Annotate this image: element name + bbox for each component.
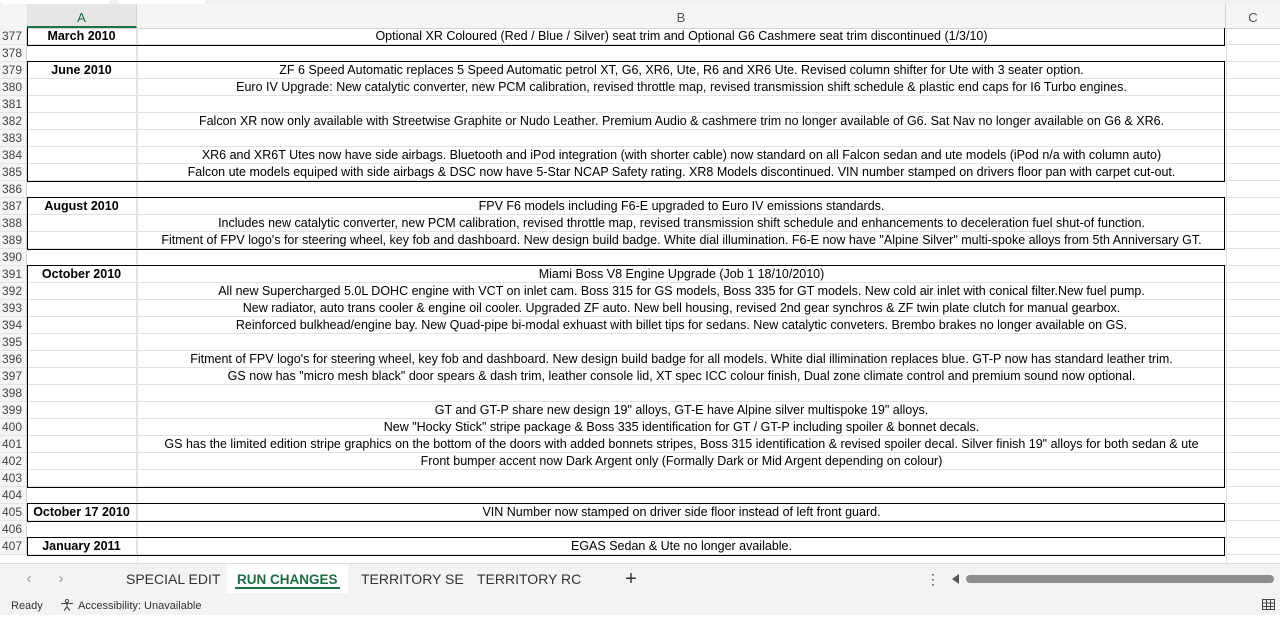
table-row	[0, 470, 1280, 487]
table-row	[0, 419, 1280, 436]
cell-c[interactable]	[1226, 79, 1280, 96]
table-row	[0, 79, 1280, 96]
cell-b[interactable]: Fitment of FPV logo's for steering wheel, key fob and dashboard. New design build badge for all models. White dial illimination replaces blue. GT-P now has standard leather trim.	[137, 351, 1226, 368]
cell-c[interactable]	[1226, 317, 1280, 334]
cell-b[interactable]: Reinforced bulkhead/engine bay. New Quad-pipe bi-modal exhuast with billet tips for sedans. New catalytic conveters. Brembo brakes no longer available on GS.	[137, 317, 1226, 334]
row-number[interactable]: 378	[0, 45, 27, 62]
row-number[interactable]: 396	[0, 351, 27, 368]
table-row	[0, 300, 1280, 317]
cell-c[interactable]	[1226, 147, 1280, 164]
sheet-tab-label: TERRITORY RC	[477, 571, 582, 587]
table-row	[0, 96, 1280, 113]
row-number[interactable]: 398	[0, 385, 27, 402]
table-row	[0, 249, 1280, 266]
cell-b[interactable]: Includes new catalytic converter, new PCM calibration, revised throttle map, revised transmission shift schedule and enhancements to deceleration fuel shut-of function.	[137, 215, 1226, 232]
active-tab-underline	[235, 587, 340, 589]
horizontal-scrollbar[interactable]	[952, 573, 1278, 585]
table-row	[0, 436, 1280, 453]
cell-b[interactable]	[137, 45, 1226, 62]
table-row	[0, 164, 1280, 181]
row-number[interactable]: 379	[0, 62, 27, 79]
table-row	[0, 538, 1280, 555]
cell-a[interactable]	[27, 453, 137, 470]
table-row	[0, 402, 1280, 419]
cell-b[interactable]: Optional XR Coloured (Red / Blue / Silver) seat trim and Optional G6 Cashmere seat trim discontinued (1/3/10)	[137, 28, 1226, 45]
cell-a[interactable]	[27, 147, 137, 164]
cell-a[interactable]	[27, 470, 137, 487]
cell-c[interactable]	[1226, 113, 1280, 130]
chevron-right-icon[interactable]: ›	[58, 570, 64, 587]
cell-b[interactable]: Falcon ute models equiped with side airbags & DSC now have 5-Star NCAP Safety rating. XR8 Models discontinued. VIN number stamped on drivers floor pan with carpet cut-out.	[137, 164, 1226, 181]
row-number[interactable]: 377	[0, 28, 27, 45]
row-number[interactable]: 402	[0, 453, 27, 470]
row-number[interactable]: 389	[0, 232, 27, 249]
cell-c[interactable]	[1226, 283, 1280, 300]
row-number[interactable]: 388	[0, 215, 27, 232]
sheet-tab-territory-rc[interactable]	[467, 564, 591, 594]
table-row	[0, 487, 1280, 504]
cell-a[interactable]	[27, 113, 137, 130]
cell-a[interactable]: June 2010	[27, 62, 137, 79]
cell-c[interactable]	[1226, 351, 1280, 368]
cell-a[interactable]	[27, 96, 137, 113]
table-row	[0, 351, 1280, 368]
cell-b[interactable]: XR6 and XR6T Utes now have side airbags. Bluetooth and iPod integration (with shorter cable) now standard on all Falcon sedan and ute models (iPod n/a with column auto)	[137, 147, 1226, 164]
status-ready: Ready	[11, 600, 43, 612]
cell-b[interactable]: EGAS Sedan & Ute no longer available.	[137, 538, 1226, 555]
accessibility-status[interactable]	[60, 593, 202, 619]
row-number[interactable]: 406	[0, 521, 27, 538]
cell-b[interactable]	[137, 521, 1226, 538]
row-number[interactable]: 391	[0, 266, 27, 283]
cell-c[interactable]	[1226, 334, 1280, 351]
row-number[interactable]: 380	[0, 79, 27, 96]
row-number[interactable]: 407	[0, 538, 27, 555]
sheet-tab-run-changes[interactable]	[227, 564, 348, 594]
cell-c[interactable]	[1226, 368, 1280, 385]
cell-a[interactable]	[27, 317, 137, 334]
row-number[interactable]: 405	[0, 504, 27, 521]
cell-a[interactable]	[27, 300, 137, 317]
cell-c[interactable]	[1226, 470, 1280, 487]
sheet-tab-label: RUN CHANGES	[237, 572, 338, 587]
table-row	[0, 28, 1280, 45]
sheet-tabs-bar	[0, 563, 1280, 594]
cell-a[interactable]: October 2010	[27, 266, 137, 283]
sheet-tab-special-edit[interactable]	[116, 564, 230, 594]
cell-c[interactable]	[1226, 266, 1280, 283]
cell-a[interactable]	[27, 283, 137, 300]
cell-a[interactable]	[27, 45, 137, 62]
cell-c[interactable]	[1226, 487, 1280, 504]
row-number[interactable]: 393	[0, 300, 27, 317]
cell-b[interactable]: Euro IV Upgrade: New catalytic converter, new PCM calibration, revised throttle map, revised transmission shift schedule & plastic end caps for I6 Turbo engines.	[137, 79, 1226, 96]
cell-a[interactable]	[27, 164, 137, 181]
cell-a[interactable]	[27, 402, 137, 419]
plus-icon[interactable]: +	[625, 568, 637, 590]
cell-b[interactable]	[137, 181, 1226, 198]
cell-b[interactable]	[137, 470, 1226, 487]
cell-a[interactable]: August 2010	[27, 198, 137, 215]
table-row	[0, 130, 1280, 147]
cell-b[interactable]	[137, 96, 1226, 113]
cell-c[interactable]	[1226, 249, 1280, 266]
cell-c[interactable]	[1226, 436, 1280, 453]
row-number[interactable]: 392	[0, 283, 27, 300]
cell-c[interactable]	[1226, 198, 1280, 215]
cell-a[interactable]	[27, 334, 137, 351]
cell-c[interactable]	[1226, 164, 1280, 181]
cell-b[interactable]	[137, 385, 1226, 402]
accessibility-label: Accessibility: Unavailable	[78, 600, 202, 612]
cell-a[interactable]	[27, 232, 137, 249]
table-row	[0, 266, 1280, 283]
column-header-b[interactable]: B	[137, 4, 1226, 28]
cell-c[interactable]	[1226, 385, 1280, 402]
cell-a[interactable]	[27, 215, 137, 232]
cell-b[interactable]: Front bumper accent now Dark Argent only (Formally Dark or Mid Argent depending on colour)	[137, 453, 1226, 470]
cell-c[interactable]	[1226, 521, 1280, 538]
cell-a[interactable]	[27, 436, 137, 453]
cell-c[interactable]	[1226, 402, 1280, 419]
table-row	[0, 453, 1280, 470]
cell-a[interactable]	[27, 521, 137, 538]
cell-a[interactable]	[27, 351, 137, 368]
table-row	[0, 62, 1280, 79]
cell-b[interactable]: GS has the limited edition stripe graphics on the bottom of the doors with added bonnets stripes, Boss 315 identification & revised spoiler decal. Silver finish 19" alloys for both sedan & ute	[137, 436, 1226, 453]
status-bar	[0, 593, 1280, 615]
row-number[interactable]: 387	[0, 198, 27, 215]
sheet-tab-label: SPECIAL EDIT	[126, 571, 221, 587]
accessibility-icon	[60, 599, 74, 611]
cell-c[interactable]	[1226, 504, 1280, 521]
cell-a[interactable]	[27, 385, 137, 402]
cell-c[interactable]	[1226, 96, 1280, 113]
table-row	[0, 385, 1280, 402]
row-number[interactable]: 382	[0, 113, 27, 130]
scrollbar-thumb[interactable]	[966, 575, 1274, 583]
row-number[interactable]: 395	[0, 334, 27, 351]
row-number[interactable]: 394	[0, 317, 27, 334]
row-number[interactable]: 386	[0, 181, 27, 198]
cell-a[interactable]	[27, 79, 137, 96]
cell-a[interactable]	[27, 130, 137, 147]
cell-b[interactable]: FPV F6 models including F6-E upgraded to Euro IV emissions standards.	[137, 198, 1226, 215]
normal-view-icon[interactable]	[1262, 599, 1275, 610]
row-number[interactable]: 397	[0, 368, 27, 385]
table-row	[0, 317, 1280, 334]
cell-b[interactable]: VIN Number now stamped on driver side floor instead of left front guard.	[137, 504, 1226, 521]
table-row	[0, 283, 1280, 300]
cell-a[interactable]	[27, 181, 137, 198]
column-header-c[interactable]: C	[1248, 10, 1258, 25]
sheet-tab-territory-se[interactable]	[351, 564, 474, 594]
scroll-left-icon[interactable]	[952, 574, 959, 584]
cell-b[interactable]: ZF 6 Speed Automatic replaces 5 Speed Automatic petrol XT, G6, XR6, Ute, R6 and XR6 Ute. Revised column shifter for Ute with 3 seater option.	[137, 62, 1226, 79]
more-vertical-icon[interactable]: ⋮	[926, 571, 940, 587]
row-number[interactable]: 385	[0, 164, 27, 181]
table-row	[0, 45, 1280, 62]
sheet-tab-label: TERRITORY SE	[361, 571, 464, 587]
cell-b[interactable]: Fitment of FPV logo's for steering wheel, key fob and dashboard. New design build badge. White dial illumination. F6-E now have "Alpine Silver" multi-spoke alloys from 5th Anniversary GT.	[137, 232, 1226, 249]
table-row	[0, 232, 1280, 249]
cell-a[interactable]: January 2011	[27, 538, 137, 555]
cell-c[interactable]	[1226, 419, 1280, 436]
row-number[interactable]: 404	[0, 487, 27, 504]
cell-b[interactable]: GS now has "micro mesh black" door spears & dash trim, leather console lid, XT spec ICC colour finish, Dual zone climate control and premium sound now optional.	[137, 368, 1226, 385]
chevron-left-icon[interactable]: ‹	[26, 570, 32, 587]
table-row	[0, 198, 1280, 215]
cell-a[interactable]: October 17 2010	[27, 504, 137, 521]
row-number[interactable]: 401	[0, 436, 27, 453]
cell-a[interactable]	[27, 368, 137, 385]
row-number[interactable]: 383	[0, 130, 27, 147]
cell-b[interactable]	[137, 334, 1226, 351]
table-row	[0, 521, 1280, 538]
row-number[interactable]: 400	[0, 419, 27, 436]
table-row	[0, 504, 1280, 521]
column-header-a[interactable]: A	[27, 4, 137, 28]
row-number[interactable]: 390	[0, 249, 27, 266]
cell-b[interactable]: All new Supercharged 5.0L DOHC engine with VCT on inlet cam. Boss 315 for GS models, Boss 335 for GT models. New cold air inlet with conical filter.New fuel pump.	[137, 283, 1226, 300]
cell-c[interactable]	[1226, 45, 1280, 62]
worksheet-grid[interactable]	[0, 28, 1280, 563]
table-row	[0, 334, 1280, 351]
cell-b[interactable]	[137, 487, 1226, 504]
cell-a[interactable]	[27, 249, 137, 266]
cell-a[interactable]	[27, 487, 137, 504]
table-row	[0, 368, 1280, 385]
cell-a[interactable]	[27, 419, 137, 436]
table-row	[0, 113, 1280, 130]
select-all-corner[interactable]	[0, 4, 28, 28]
table-row	[0, 181, 1280, 198]
cell-a[interactable]: March 2010	[27, 28, 137, 45]
row-number[interactable]: 403	[0, 470, 27, 487]
cell-c[interactable]	[1226, 453, 1280, 470]
cell-b[interactable]	[137, 249, 1226, 266]
cell-b[interactable]	[137, 130, 1226, 147]
cell-b[interactable]: GT and GT-P share new design 19" alloys, GT-E have Alpine silver multispoke 19" alloys.	[137, 402, 1226, 419]
row-number[interactable]: 384	[0, 147, 27, 164]
table-row	[0, 215, 1280, 232]
row-number[interactable]: 399	[0, 402, 27, 419]
cell-c[interactable]	[1226, 28, 1280, 45]
cell-c[interactable]	[1226, 62, 1280, 79]
row-number[interactable]: 381	[0, 96, 27, 113]
cell-c[interactable]	[1226, 130, 1280, 147]
cell-c[interactable]	[1226, 300, 1280, 317]
cell-b[interactable]: Falcon XR now only available with Streetwise Graphite or Nudo Leather. Premium Audio & cashmere trim no longer available of G6. Sat Nav no longer available on G6 & XR6.	[137, 113, 1226, 130]
cell-c[interactable]	[1226, 232, 1280, 249]
column-header-bar	[0, 4, 1280, 29]
cell-c[interactable]	[1226, 538, 1280, 555]
cell-b[interactable]: New radiator, auto trans cooler & engine oil cooler. Upgraded ZF auto. New bell housing, revised 2nd gear synchros & ZF twin plate clutch for manual gearbox.	[137, 300, 1226, 317]
table-row	[0, 147, 1280, 164]
cell-c[interactable]	[1226, 181, 1280, 198]
cell-b[interactable]: Miami Boss V8 Engine Upgrade (Job 1 18/10/2010)	[137, 266, 1226, 283]
cell-b[interactable]: New "Hocky Stick" stripe package & Boss 335 identification for GT / GT-P including spoiler & bonnet decals.	[137, 419, 1226, 436]
cell-c[interactable]	[1226, 215, 1280, 232]
